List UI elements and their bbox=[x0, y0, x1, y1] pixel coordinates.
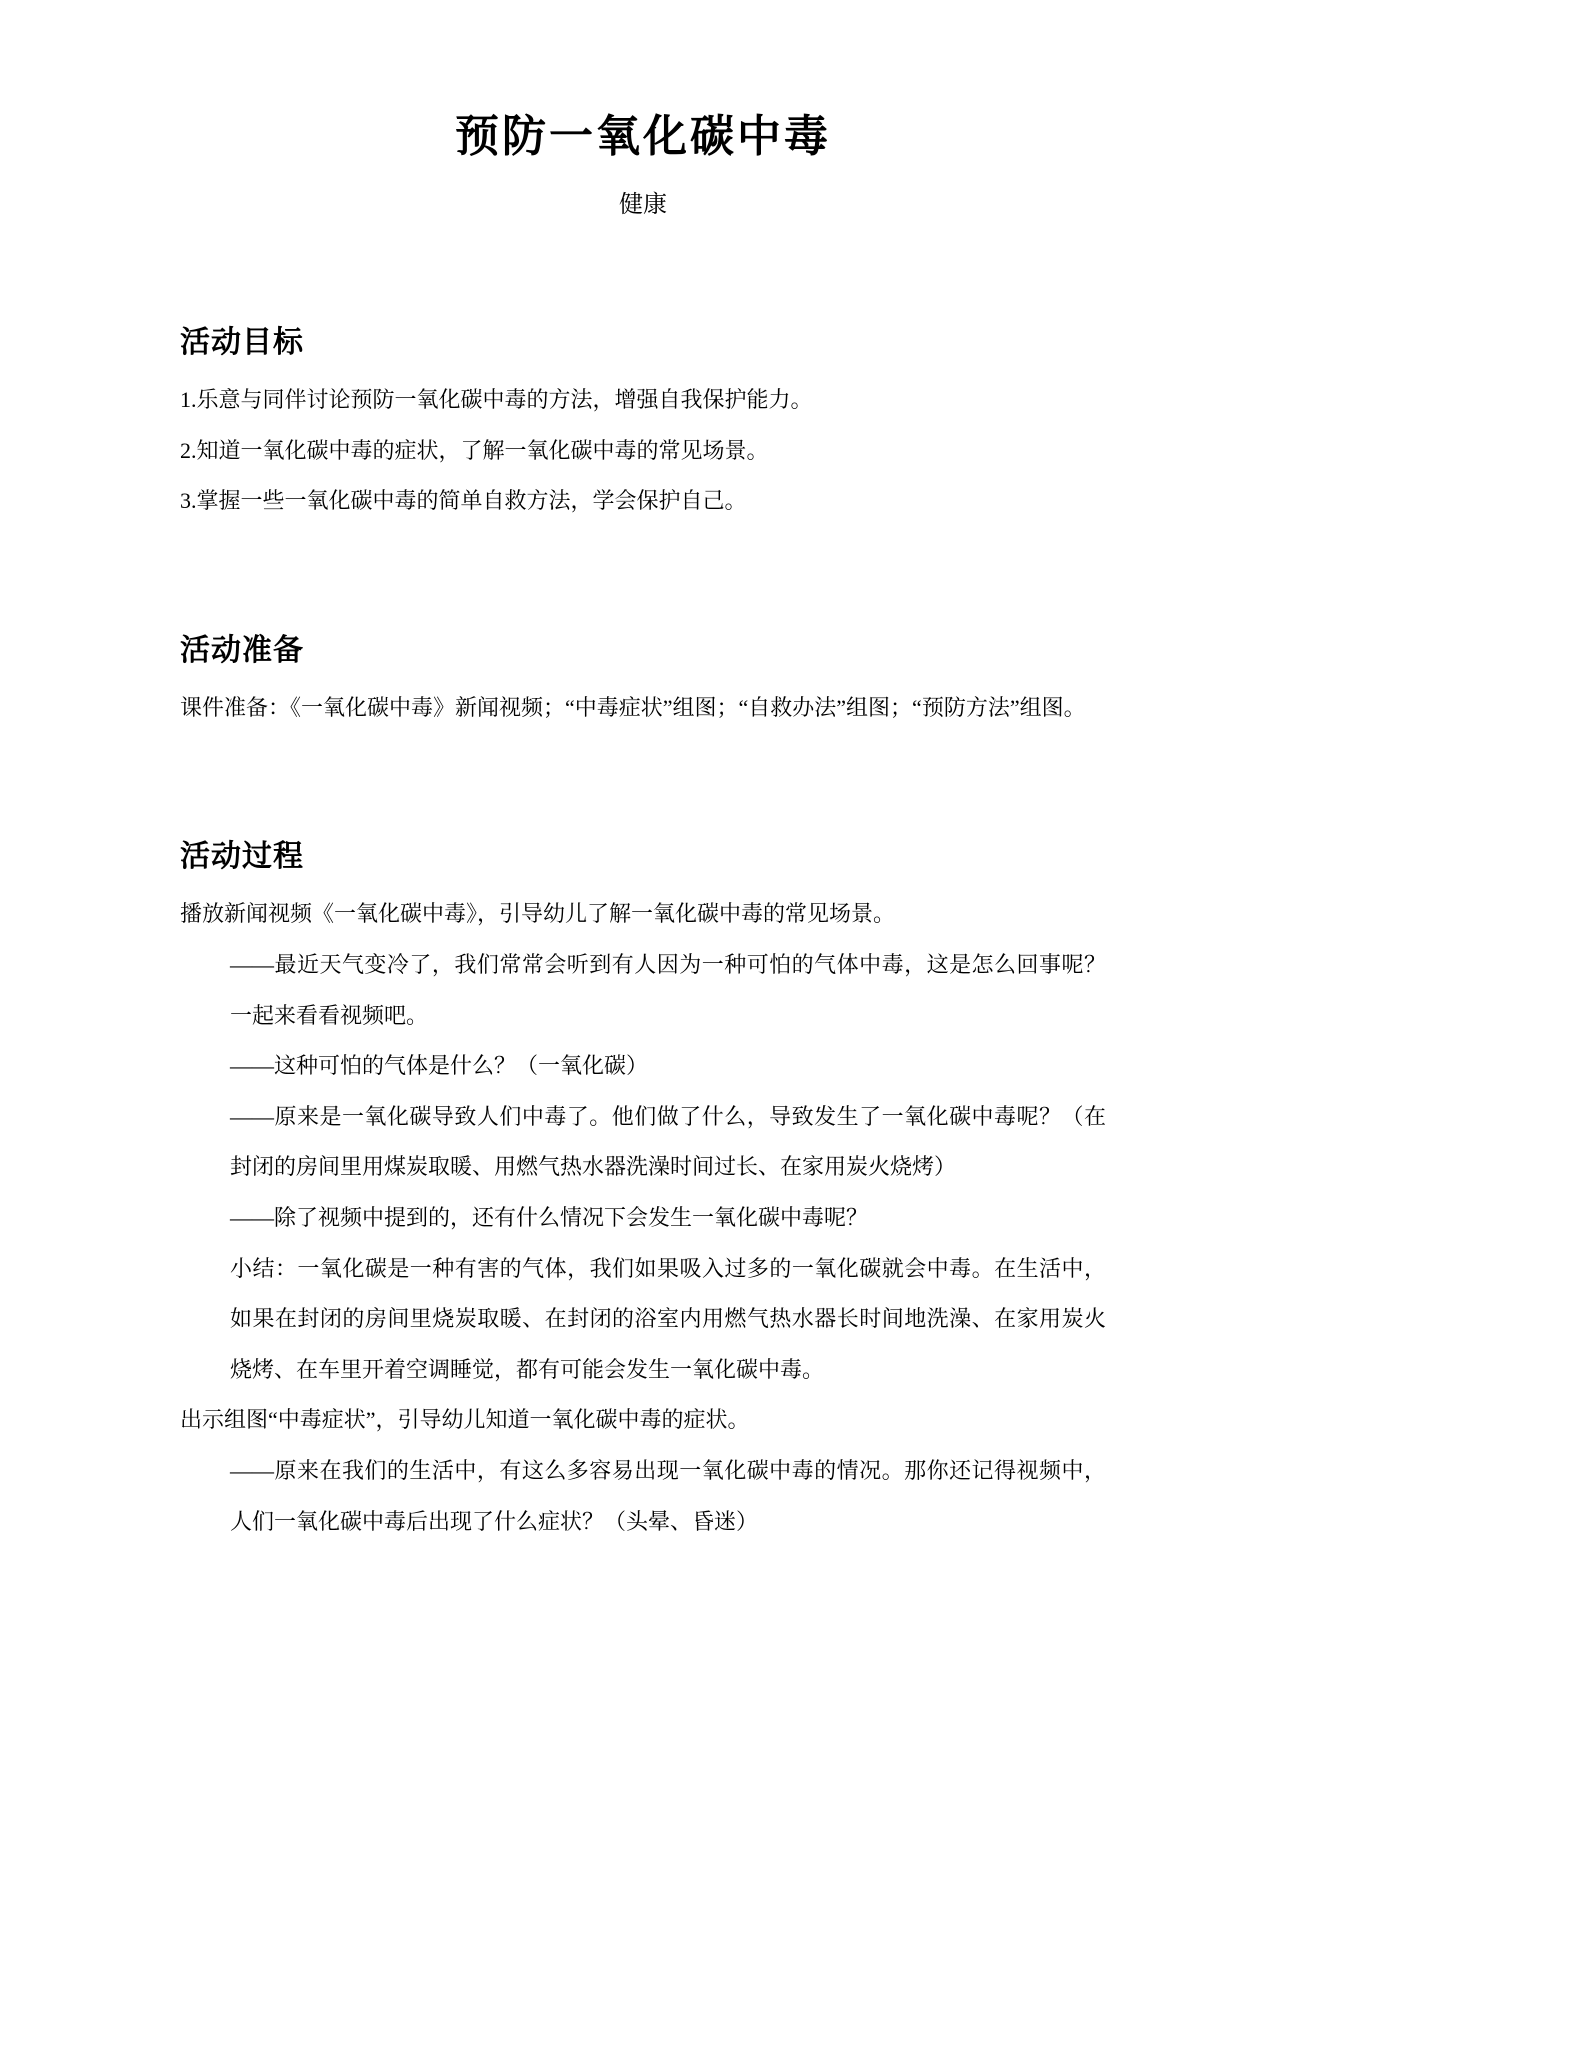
paragraph: ——除了视频中提到的，还有什么情况下会发生一氧化碳中毒呢？ bbox=[230, 1204, 869, 1230]
paragraph: 出示组图“中毒症状”，引导幼儿知道一氧化碳中毒的症状。 bbox=[180, 1407, 750, 1433]
paragraph: ——这种可怕的气体是什么？（一氧化碳） bbox=[230, 1053, 649, 1079]
document-title: 预防一氧化碳中毒 bbox=[455, 112, 831, 161]
section-heading: 活动准备 bbox=[180, 633, 304, 667]
paragraph: 播放新闻视频《一氧化碳中毒》，引导幼儿了解一氧化碳中毒的常见场景。 bbox=[180, 901, 896, 927]
section-heading: 活动过程 bbox=[180, 840, 304, 874]
paragraph: 课件准备：《一氧化碳中毒》新闻视频；“中毒症状”组图；“自救办法”组图；“预防方法”组图。 bbox=[180, 694, 1086, 720]
section-activity-preparation bbox=[180, 625, 1106, 734]
section-heading: 活动目标 bbox=[180, 326, 304, 359]
paragraph: 小结：一氧化碳是一种有害的气体，我们如果吸入过多的一氧化碳就会中毒。在生活中，如果在封闭的房间里烧炭取暖、在封闭的浴室内用燃气热水器长时间地洗澡、在家用炭火烧烤、在车里开着空调睡觉，都有可能会发生一氧化碳中毒。 bbox=[230, 1255, 1106, 1382]
paragraph: 2.知道一氧化碳中毒的症状，了解一氧化碳中毒的常见场景。 bbox=[180, 437, 769, 463]
paragraph: ——原来在我们的生活中，有这么多容易出现一氧化碳中毒的情况。那你还记得视频中，人们一氧化碳中毒后出现了什么症状？（头晕、昏迷） bbox=[230, 1457, 1106, 1534]
paragraph: 3.掌握一些一氧化碳中毒的简单自救方法，学会保护自己。 bbox=[180, 488, 747, 514]
paragraph: ——原来是一氧化碳导致人们中毒了。他们做了什么，导致发生了一氧化碳中毒呢？（在封闭的房间里用煤炭取暖、用燃气热水器洗澡时间过长、在家用炭火烧烤） bbox=[230, 1103, 1106, 1180]
document-content bbox=[180, 0, 1106, 1547]
paragraph: ——最近天气变冷了，我们常常会听到有人因为一种可怕的气体中毒，这是怎么回事呢？一起来看看视频吧。 bbox=[230, 951, 1106, 1028]
section-activity-process bbox=[180, 831, 1106, 1547]
paragraph: 1.乐意与同伴讨论预防一氧化碳中毒的方法，增强自我保护能力。 bbox=[180, 387, 813, 412]
document-subtitle: 健康 bbox=[619, 192, 667, 218]
section-activity-goals bbox=[180, 317, 1106, 527]
